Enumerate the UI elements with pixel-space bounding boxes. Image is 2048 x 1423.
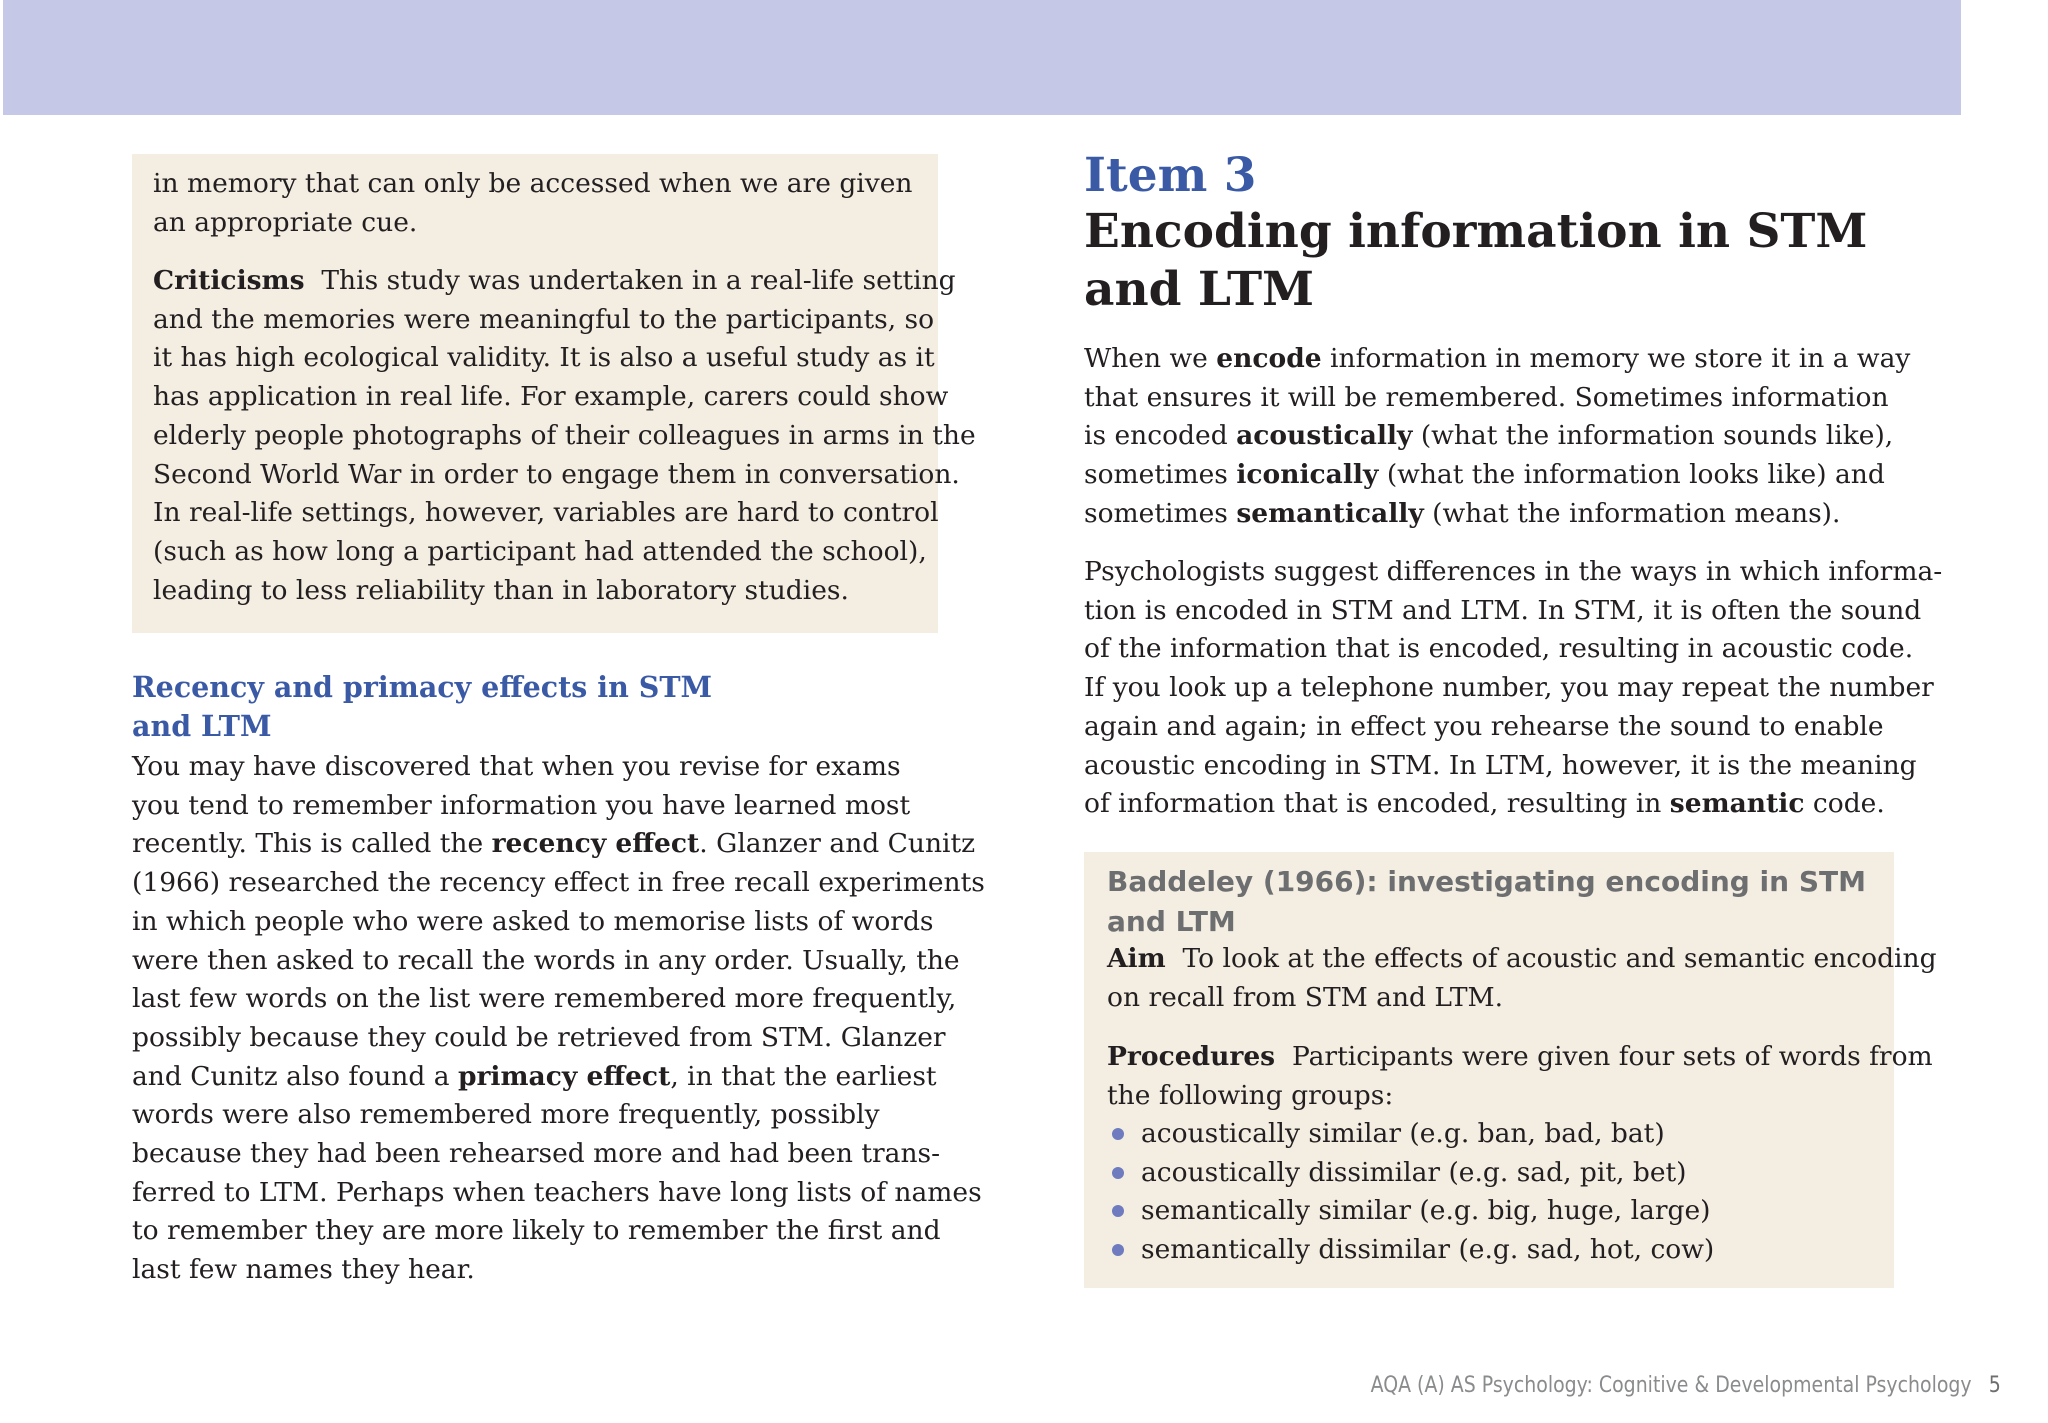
list-item: acoustically similar (e.g. ban, bad, bat) — [1107, 1115, 1714, 1154]
aim-paragraph: Aim To look at the effects of acoustic and semantic encoding on recall from STM and LTM. — [1107, 943, 1937, 1013]
list-item: acoustically dissimilar (e.g. sad, pit, bet) — [1107, 1154, 1714, 1193]
semantically-term: semantically — [1236, 497, 1424, 529]
list-item: semantically similar (e.g. big, huge, large) — [1107, 1192, 1714, 1231]
box-continuation-text: in memory that can only be accessed when we are given an appropriate cue. — [153, 168, 913, 238]
acoustically-term: acoustically — [1236, 420, 1413, 452]
study-title: Baddeley (1966): investigating encoding in STM and LTM — [1107, 865, 1866, 938]
criticisms-label: Criticisms — [153, 265, 305, 296]
page-number: 5 — [1988, 1373, 2001, 1398]
header-band — [3, 0, 1961, 115]
encode-term: encode — [1216, 343, 1322, 374]
aim-label: Aim — [1107, 943, 1166, 974]
bullet-icon — [1112, 1244, 1124, 1256]
iconically-term: iconically — [1236, 459, 1379, 491]
procedures-label: Procedures — [1107, 1041, 1276, 1072]
bullet-icon — [1112, 1128, 1124, 1140]
page-footer — [1371, 1371, 2001, 1401]
semantic-term: semantic — [1669, 788, 1805, 820]
recency-effect-term: recency effect — [491, 828, 700, 860]
item-number: Item 3 — [1084, 148, 1257, 203]
encode-paragraph: When we encode information in memory we store it in a way that ensures it will be remembered. Sometimes information is encoded acoustically (what the information sounds like), sometimes iconically (what the information looks like) and sometimes semantically (what the information means). — [1084, 343, 1911, 529]
primacy-effect-term: primacy effect — [457, 1060, 671, 1092]
recency-paragraph: You may have discovered that when you revise for exams you tend to remember information you have learned most recently. This is called the recency effect. Glanzer and Cunitz (1966) researched the recency effect in free recall experiments in which people who were asked to memorise lists of words were then asked to recall the words in any order. Usually, the last few words on the list were remembered more frequently, possibly because they could be retrieved from STM. Glanzer and Cunitz also found a primacy effect, in that the earliest words were also remembered more frequently, possibly because they had been rehearsed more and had been trans- ferred to LTM. Perhaps when teachers have long lists of names to remember they are more likely to remember the first and last few names they hear. — [132, 751, 985, 1286]
criticisms-paragraph: Criticisms This study was undertaken in a real-life setting and the memories were meaningful to the participants, so it has high ecological validity. It is also a useful study as it has application in real life. For example, carers could show elderly people photographs of their colleagues in arms in the Second World War in order to engage them in conversation. In real-life settings, however, variables are hard to control (such as how long a participant had attended the school), leading to less reliability than in laboratory studies. — [153, 265, 976, 606]
procedures-paragraph: Procedures Participants were given four sets of words from the following groups: — [1107, 1041, 1933, 1111]
psychologists-paragraph: Psychologists suggest differences in the ways in which informa- tion is encoded in STM and LTM. In STM, it is often the sound of the information that is encoded, resulting in acoustic code. If you look up a telephone number, you may repeat the number again and again; in effect you rehearse the sound to enable acoustic encoding in STM. In LTM, however, it is the meaning of information that is encoded, resulting in semantic code. — [1084, 556, 1943, 820]
list-item: semantically dissimilar (e.g. sad, hot, cow) — [1107, 1231, 1714, 1270]
bullet-icon — [1112, 1205, 1124, 1217]
item-title: Encoding information in STM and LTM — [1084, 204, 1868, 317]
book-title: AQA (A) AS Psychology: Cognitive & Developmental Psychology — [1370, 1373, 1972, 1398]
word-groups-list — [1107, 1115, 1714, 1270]
bullet-icon — [1112, 1167, 1124, 1179]
recency-heading: Recency and primacy effects in STM and LTM — [132, 670, 713, 743]
